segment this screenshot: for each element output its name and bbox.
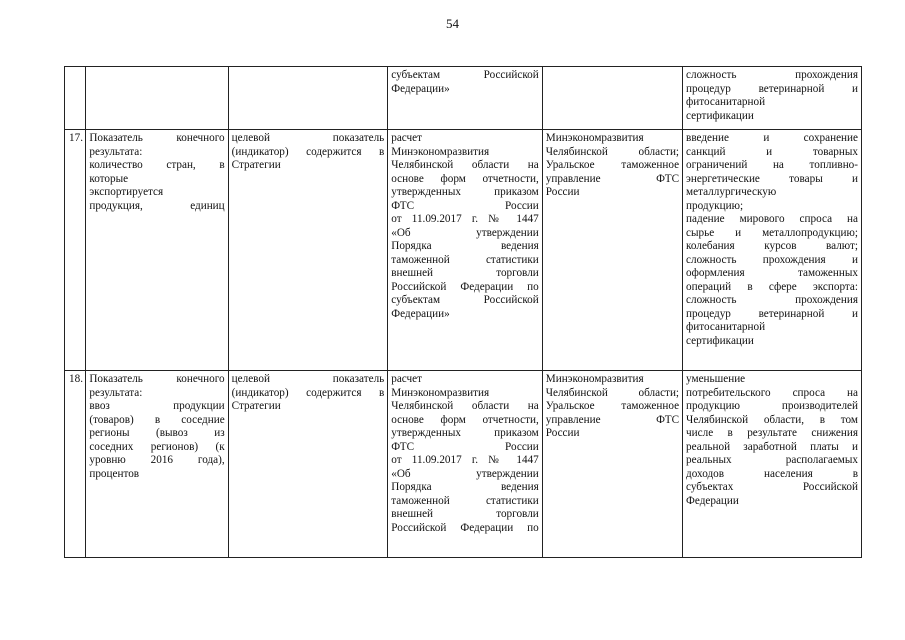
cell-text-line: результата: <box>89 386 143 399</box>
cell-text-line: количество стран, в <box>89 159 225 171</box>
cell-text-line: колебания курсов валют; <box>686 240 858 252</box>
cell-text-line: реальной заработной платы и <box>686 440 858 453</box>
cell-text-line: оформления таможенных <box>686 267 858 279</box>
table-row <box>65 130 862 371</box>
cell-text-line: Стратегии <box>231 400 281 412</box>
cell-text-line: расчет <box>391 373 423 385</box>
responsible-cell <box>542 371 682 558</box>
cell-text-line: энергетические товары и <box>686 172 858 185</box>
cell-text-line: Федерации» <box>391 307 450 320</box>
cell-text-line: основе форм отчетности, <box>391 172 539 185</box>
cell-text-line: сложность прохождения и <box>686 253 858 266</box>
cell-text-line: продукцию; <box>686 199 744 212</box>
indicators-table <box>64 66 862 558</box>
cell-text-line: утвержденных приказом <box>391 186 539 198</box>
cell-text-line: целевой показатель <box>231 373 385 385</box>
cell-text-line: процедур ветеринарной и <box>686 307 858 320</box>
cell-text-line: от 11.09.2017 г. № 1447 <box>391 213 539 225</box>
cell-text-line: результата: <box>89 145 143 158</box>
cell-text-line: ограничений на топливно- <box>686 159 858 171</box>
cell-text-line: ФТС России <box>391 199 539 212</box>
cell-text-line: Уральское таможенное <box>545 159 680 171</box>
cell-text-line: Федерации» <box>391 82 450 95</box>
table-row <box>65 67 862 130</box>
cell-text-line: процентов <box>89 467 140 480</box>
cell-text-line: управление ФТС <box>545 413 680 426</box>
cell-text-line: которые <box>89 172 129 185</box>
cell-text-line: сложность прохождения <box>686 294 858 306</box>
cell-text-line: Челябинской области на <box>391 159 539 171</box>
cell-text-line: Порядка ведения <box>391 481 539 493</box>
cell-text-line: «Об утверждении <box>391 467 539 480</box>
row-number-cell: 18. <box>65 371 86 558</box>
risks-cell <box>683 371 862 558</box>
cell-text-line: России <box>545 427 580 439</box>
cell-text-line: от 11.09.2017 г. № 1447 <box>391 454 539 466</box>
source-cell <box>228 130 388 371</box>
cell-text-line: металлургическую <box>686 186 777 198</box>
cell-text-line: таможенной статистики <box>391 253 539 266</box>
cell-text-line: ввоз продукции <box>89 400 225 412</box>
cell-text-line: доходов населения в <box>686 467 858 480</box>
cell-text-line: субъектам Российской <box>391 294 539 306</box>
cell-text-line: (индикатор) содержится в <box>231 386 385 399</box>
calculation-method-cell <box>388 130 543 371</box>
source-cell <box>228 371 388 558</box>
cell-text-line: управление ФТС <box>545 172 680 185</box>
cell-text-line: введение и сохранение <box>686 132 858 144</box>
cell-text-line: расчет <box>391 132 423 144</box>
cell-text-line: соседних регионов) (к <box>89 440 225 453</box>
cell-text-line: (индикатор) содержится в <box>231 145 385 158</box>
cell-text-line: утвержденных приказом <box>391 427 539 439</box>
cell-text-line: продукция, единиц <box>89 199 225 212</box>
calculation-method-cell <box>388 371 543 558</box>
cell-text-line: Челябинской области на <box>391 400 539 412</box>
calculation-method-cell <box>388 67 543 130</box>
cell-text-line: реальных располагаемых <box>686 454 858 466</box>
cell-text-line: продукцию производителей <box>686 400 858 412</box>
responsible-cell <box>542 67 682 130</box>
cell-text-line: сложность прохождения <box>686 69 858 81</box>
cell-text-line: Челябинской области; <box>545 145 680 158</box>
cell-text-line: регионы (вывоз из <box>89 427 225 439</box>
cell-text-line: (товаров) в соседние <box>89 413 225 426</box>
cell-text-line: Федерации <box>686 494 739 507</box>
cell-text-line: Челябинской области; <box>545 386 680 399</box>
risks-cell <box>683 67 862 130</box>
row-number-cell: 17. <box>65 130 86 371</box>
cell-text-line: процедур ветеринарной и <box>686 82 858 95</box>
cell-text-line: Стратегии <box>231 159 281 171</box>
cell-text-line: экспортируется <box>89 186 164 198</box>
cell-text-line: Минэкономразвития <box>545 132 644 144</box>
cell-text-line: субъектам Российской <box>391 69 539 81</box>
cell-text-line: ФТС России <box>391 440 539 453</box>
row-number-cell <box>65 67 86 130</box>
indicator-cell <box>86 371 228 558</box>
cell-text-line: потребительского спроса на <box>686 386 858 399</box>
cell-text-line: Челябинской области, в том <box>686 413 858 426</box>
table-row <box>65 371 862 558</box>
cell-text-line: числе в результате снижения <box>686 427 858 439</box>
cell-text-line: Уральское таможенное <box>545 400 680 412</box>
cell-text-line: России <box>545 186 580 198</box>
cell-text-line: сертификации <box>686 109 754 122</box>
cell-text-line: Показатель конечного <box>89 132 225 144</box>
cell-text-line: санкций и товарных <box>686 145 858 158</box>
cell-text-line: фитосанитарной <box>686 96 766 108</box>
responsible-cell <box>542 130 682 371</box>
cell-text-line: Минэкономразвития <box>391 145 490 158</box>
cell-text-line: основе форм отчетности, <box>391 413 539 426</box>
cell-text-line: уменьшение <box>686 373 746 385</box>
cell-text-line: субъектах Российской <box>686 481 858 493</box>
cell-text-line: Российской Федерации по <box>391 521 539 534</box>
cell-text-line: Минэкономразвития <box>391 386 490 399</box>
cell-text-line: Порядка ведения <box>391 240 539 252</box>
cell-text-line: уровню 2016 года), <box>89 454 225 466</box>
cell-text-line: внешней торговли <box>391 508 539 520</box>
cell-text-line: Российской Федерации по <box>391 280 539 293</box>
cell-text-line: фитосанитарной <box>686 321 766 333</box>
cell-text-line: сырье и металлопродукцию; <box>686 226 858 239</box>
source-cell <box>228 67 388 130</box>
cell-text-line: таможенной статистики <box>391 494 539 507</box>
page-number: 54 <box>446 16 459 31</box>
cell-text-line: Минэкономразвития <box>545 373 644 385</box>
cell-text-line: Показатель конечного <box>89 373 225 385</box>
indicator-cell <box>86 67 228 130</box>
cell-text-line: операций в сфере экспорта: <box>686 280 858 293</box>
risks-cell <box>683 130 862 371</box>
cell-text-line: падение мирового спроса на <box>686 213 858 225</box>
cell-text-line: сертификации <box>686 334 754 347</box>
cell-text-line: внешней торговли <box>391 267 539 279</box>
cell-text-line: целевой показатель <box>231 132 385 144</box>
indicator-cell <box>86 130 228 371</box>
cell-text-line: «Об утверждении <box>391 226 539 239</box>
